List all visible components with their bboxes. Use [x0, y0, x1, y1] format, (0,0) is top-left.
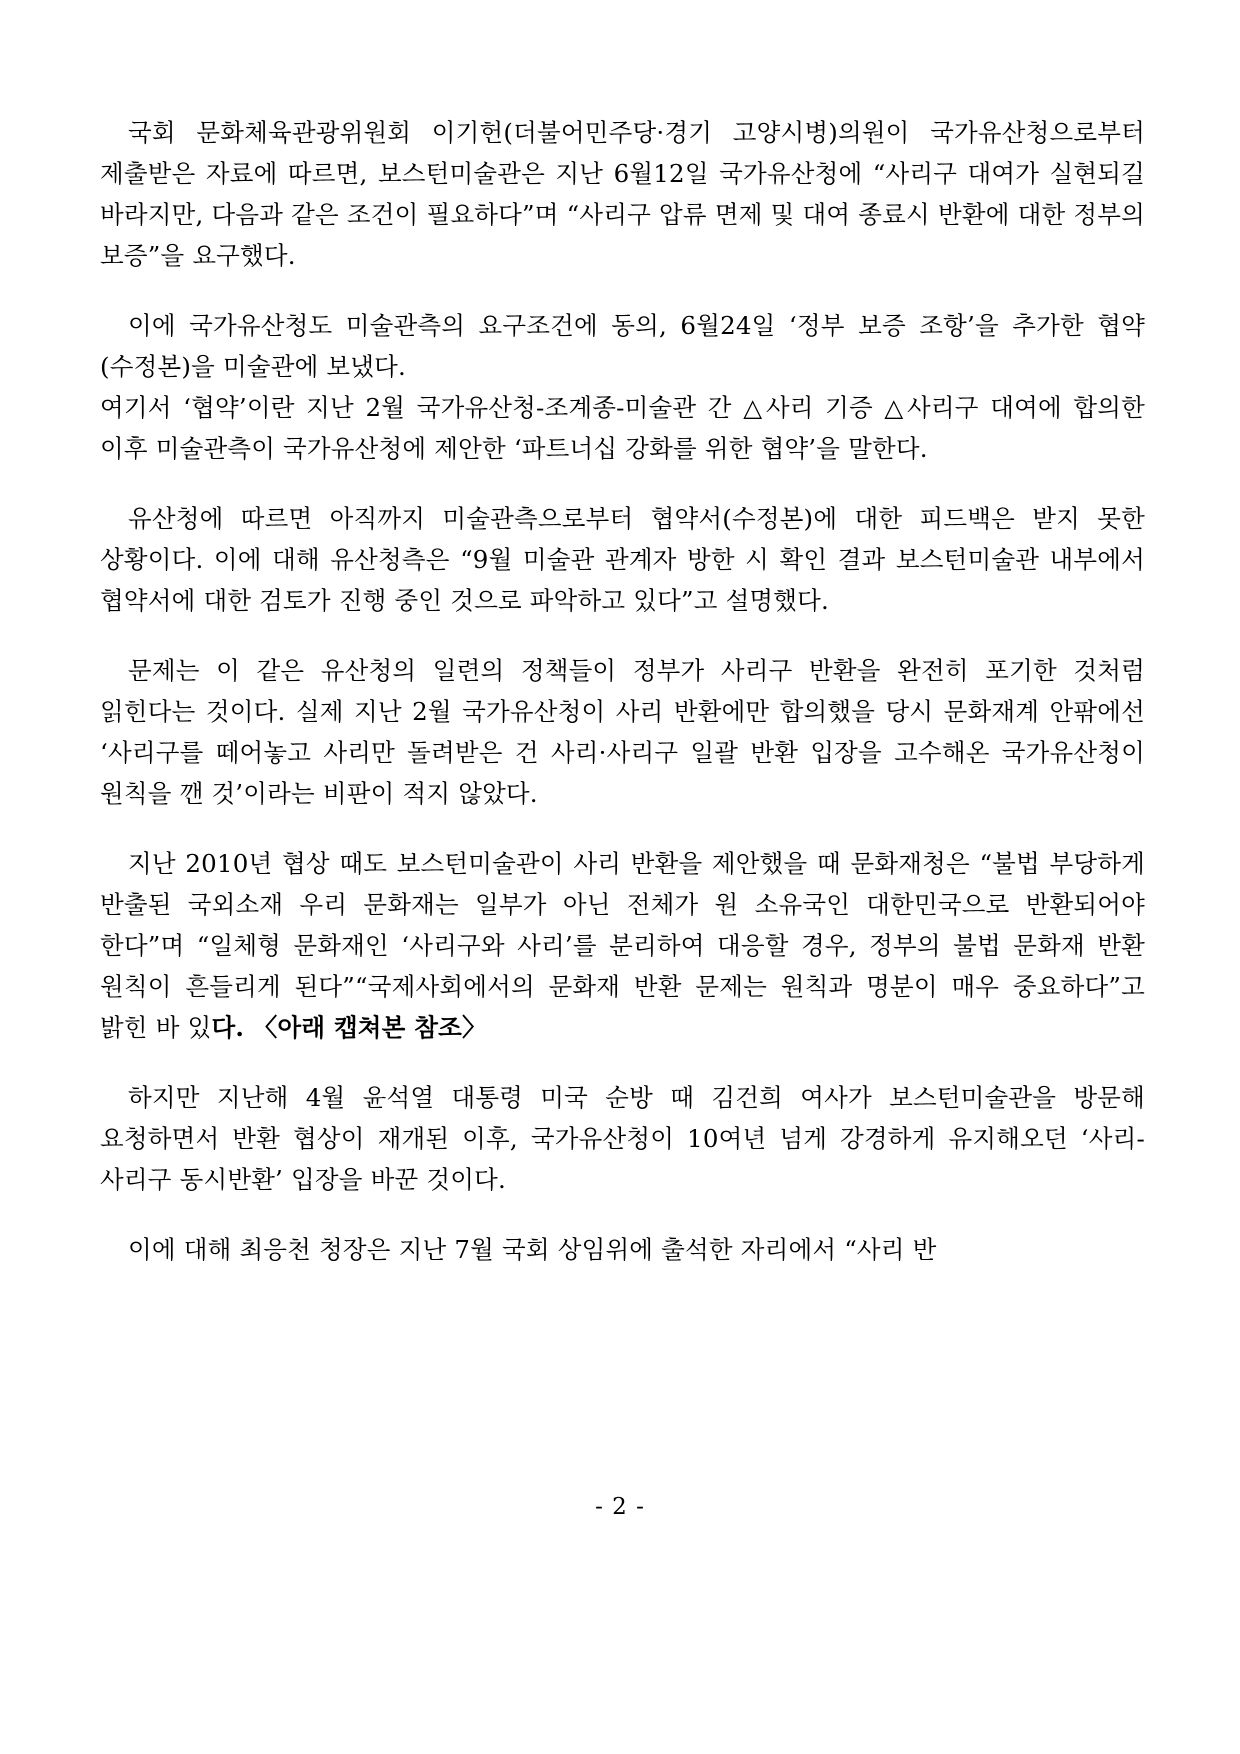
paragraph-5 [100, 650, 1145, 814]
paragraph-2 [100, 305, 1145, 387]
paragraph-4 [100, 498, 1145, 621]
paragraph-text: 지난 2010년 협상 때도 보스턴미술관이 사리 반환을 제안했을 때 문화재청은 “불법 부당하게 반출된 국외소재 우리 문화재는 일부가 아닌 전체가 원 소유국인 대한민국으로 반환되어야 한다”며 “일체형 문화재인 ‘사리구와 사리’를 분리하여 대응할 경우, 정부의 불법 문화재 반환 원칙이 흔들리게 된다”“국제사회에서의 문화재 반환 문제는 원칙과 명분이 매우 중요하다”고 밝힌 바 있 [100, 849, 1145, 1042]
paragraph-text: 문제는 이 같은 유산청의 일련의 정책들이 정부가 사리구 반환을 완전히 포기한 것처럼 읽힌다는 것이다. 실제 지난 2월 국가유산청이 사리 반환에만 합의했을 당시 문화재계 안팎에선 ‘사리구를 떼어놓고 사리만 돌려받은 건 사리·사리구 일괄 반환 입장을 고수해온 국가유산청이 원칙을 깬 것’이라는 비판이 적지 않았다. [100, 656, 1145, 808]
paragraph-text: 이에 국가유산청도 미술관측의 요구조건에 동의, 6월24일 ‘정부 보증 조항’을 추가한 협약(수정본)을 미술관에 보냈다. [100, 311, 1145, 381]
document-body [100, 112, 1145, 1270]
paragraph-emphasis: 다. 〈아래 캡쳐본 참조〉 [211, 1013, 487, 1042]
paragraph-text: 하지만 지난해 4월 윤석열 대통령 미국 순방 때 김건희 여사가 보스턴미술관을 방문해 요청하면서 반환 협상이 재개된 이후, 국가유산청이 10여년 넘게 강경하게 유지해오던 ‘사리-사리구 동시반환’ 입장을 바꾼 것이다. [100, 1083, 1145, 1194]
paragraph-text: 이에 대해 최응천 청장은 지난 7월 국회 상임위에 출석한 자리에서 “사리 반 [128, 1235, 937, 1264]
paragraph-1 [100, 112, 1145, 276]
paragraph-8 [100, 1229, 1145, 1270]
paragraph-6 [100, 843, 1145, 1048]
paragraph-7 [100, 1077, 1145, 1200]
page-number: - 2 - [595, 1494, 645, 1520]
paragraph-text: 유산청에 따르면 아직까지 미술관측으로부터 협약서(수정본)에 대한 피드백은 받지 못한 상황이다. 이에 대해 유산청측은 “9월 미술관 관계자 방한 시 확인 결과 보스턴미술관 내부에서 협약서에 대한 검토가 진행 중인 것으로 파악하고 있다”고 설명했다. [100, 504, 1145, 615]
paragraph-3 [100, 387, 1145, 469]
paragraph-text: 여기서 ‘협약’이란 지난 2월 국가유산청-조계종-미술관 간 △사리 기증 △사리구 대여에 합의한 이후 미술관측이 국가유산청에 제안한 ‘파트너십 강화를 위한 협약’을 말한다. [100, 393, 1145, 463]
paragraph-text: 국회 문화체육관광위원회 이기헌(더불어민주당·경기 고양시병)의원이 국가유산청으로부터 제출받은 자료에 따르면, 보스턴미술관은 지난 6월12일 국가유산청에 “사리구 대여가 실현되길 바라지만, 다음과 같은 조건이 필요하다”며 “사리구 압류 면제 및 대여 종료시 반환에 대한 정부의 보증”을 요구했다. [100, 118, 1145, 270]
